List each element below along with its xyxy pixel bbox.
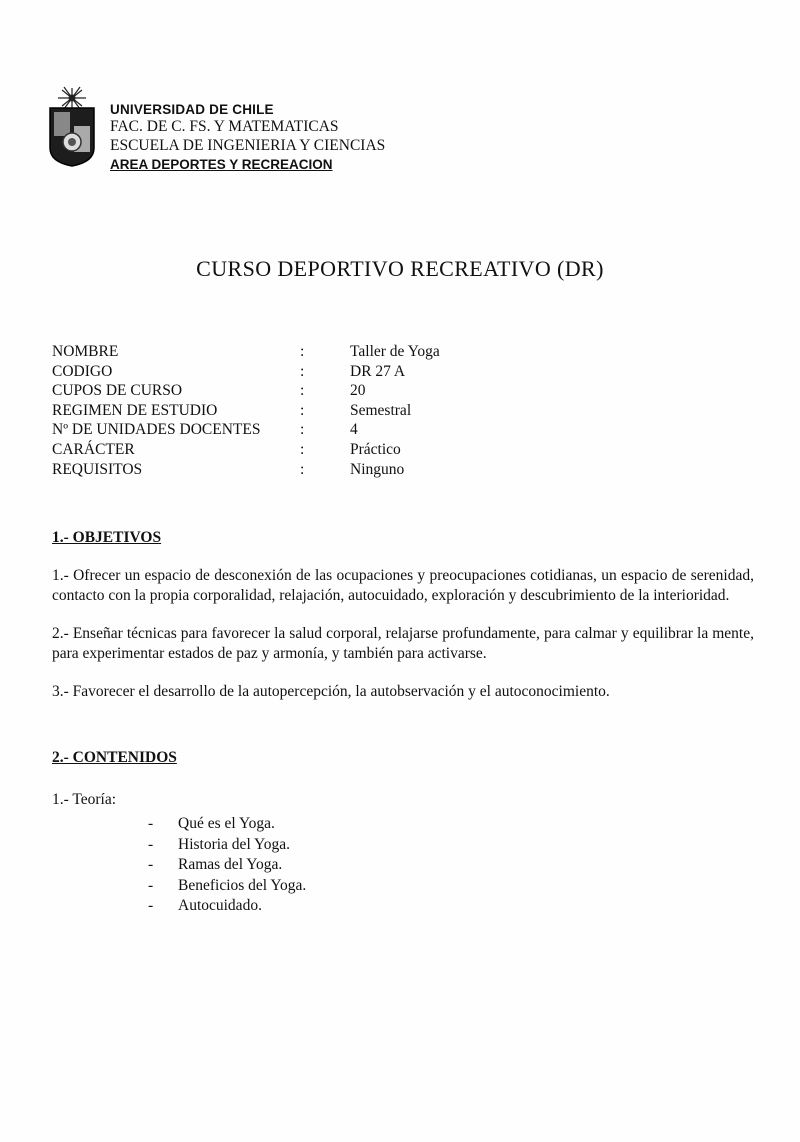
field-row-requisitos — [52, 460, 612, 480]
field-value: 20 — [350, 382, 366, 400]
field-separator: : — [300, 382, 305, 400]
field-value: Semestral — [350, 401, 412, 419]
field-separator: : — [300, 460, 305, 478]
field-label: REGIMEN DE ESTUDIO — [52, 401, 218, 419]
field-label: REQUISITOS — [52, 460, 143, 478]
bullet-dash: - — [148, 876, 154, 894]
objetivo-paragraph-3: 3.- Favorecer el desarrollo de la autopercepción, la autobservación y el autoconocimiento. — [52, 683, 610, 700]
field-row-caracter — [52, 440, 612, 460]
field-separator: : — [300, 440, 305, 458]
list-item-text: Ramas del Yoga. — [178, 856, 283, 873]
letterhead — [42, 86, 385, 174]
field-separator: : — [300, 362, 305, 380]
bullet-dash: - — [148, 897, 154, 914]
bullet-dash: - — [148, 856, 154, 873]
course-info-table — [52, 342, 612, 479]
list-item — [148, 896, 754, 917]
faculty-name: FAC. DE C. FS. Y MATEMATICAS — [110, 118, 339, 136]
bullet-dash: - — [148, 815, 154, 832]
school-name: ESCUELA DE INGENIERIA Y CIENCIAS — [110, 137, 386, 155]
university-logo — [42, 86, 102, 168]
list-item — [148, 855, 754, 876]
list-item — [148, 876, 754, 897]
list-item-text: Historia del Yoga. — [178, 835, 290, 853]
field-row-regimen — [52, 401, 612, 421]
university-crest-icon — [42, 86, 102, 168]
document-title: CURSO DEPORTIVO RECREATIVO (DR) — [196, 256, 604, 281]
field-row-nombre — [52, 342, 612, 362]
section-heading-objetivos: 1.- OBJETIVOS — [52, 529, 162, 546]
field-separator: : — [300, 343, 305, 360]
field-value: DR 27 A — [350, 362, 406, 380]
objetivo-paragraph-2: 2.- Enseñar técnicas para favorecer la salud corporal, relajarse profundamente, para calmar y equilibrar la mente, para experimentar estados de paz y armonía, y también para activarse. — [52, 625, 754, 662]
field-value: 4 — [350, 421, 358, 439]
document-body — [52, 528, 754, 917]
field-row-unidades — [52, 420, 612, 440]
list-item — [148, 814, 754, 835]
field-label: CODIGO — [52, 362, 113, 380]
field-row-codigo — [52, 362, 612, 382]
field-label: CUPOS DE CURSO — [52, 382, 183, 400]
field-row-cupos — [52, 381, 612, 401]
field-value: Taller de Yoga — [350, 343, 440, 360]
contenidos-subheading: 1.- Teoría: — [52, 791, 117, 808]
list-item-text: Qué es el Yoga. — [178, 815, 275, 832]
field-value: Práctico — [350, 440, 401, 458]
objetivo-paragraph-1: 1.- Ofrecer un espacio de desconexión de las ocupaciones y preocupaciones cotidianas, un espacio de serenidad, contacto con la propia corporalidad, relajación, autocuidado, exploración y descubrimiento de la interioridad. — [52, 567, 754, 604]
area-name: AREA DEPORTES Y RECREACION — [110, 157, 333, 173]
field-label: Nº DE UNIDADES DOCENTES — [52, 421, 261, 439]
field-separator: : — [300, 421, 305, 439]
field-value: Ninguno — [350, 460, 405, 478]
list-item — [148, 835, 754, 856]
section-heading-contenidos: 2.- CONTENIDOS — [52, 749, 177, 766]
field-label: CARÁCTER — [52, 440, 135, 458]
field-label: NOMBRE — [52, 343, 119, 360]
list-item-text: Autocuidado. — [178, 897, 262, 914]
bullet-dash: - — [148, 835, 154, 853]
field-separator: : — [300, 401, 305, 419]
list-item-text: Beneficios del Yoga. — [178, 876, 307, 894]
university-name: UNIVERSIDAD DE CHILE — [110, 102, 274, 117]
contenidos-list — [148, 814, 754, 917]
